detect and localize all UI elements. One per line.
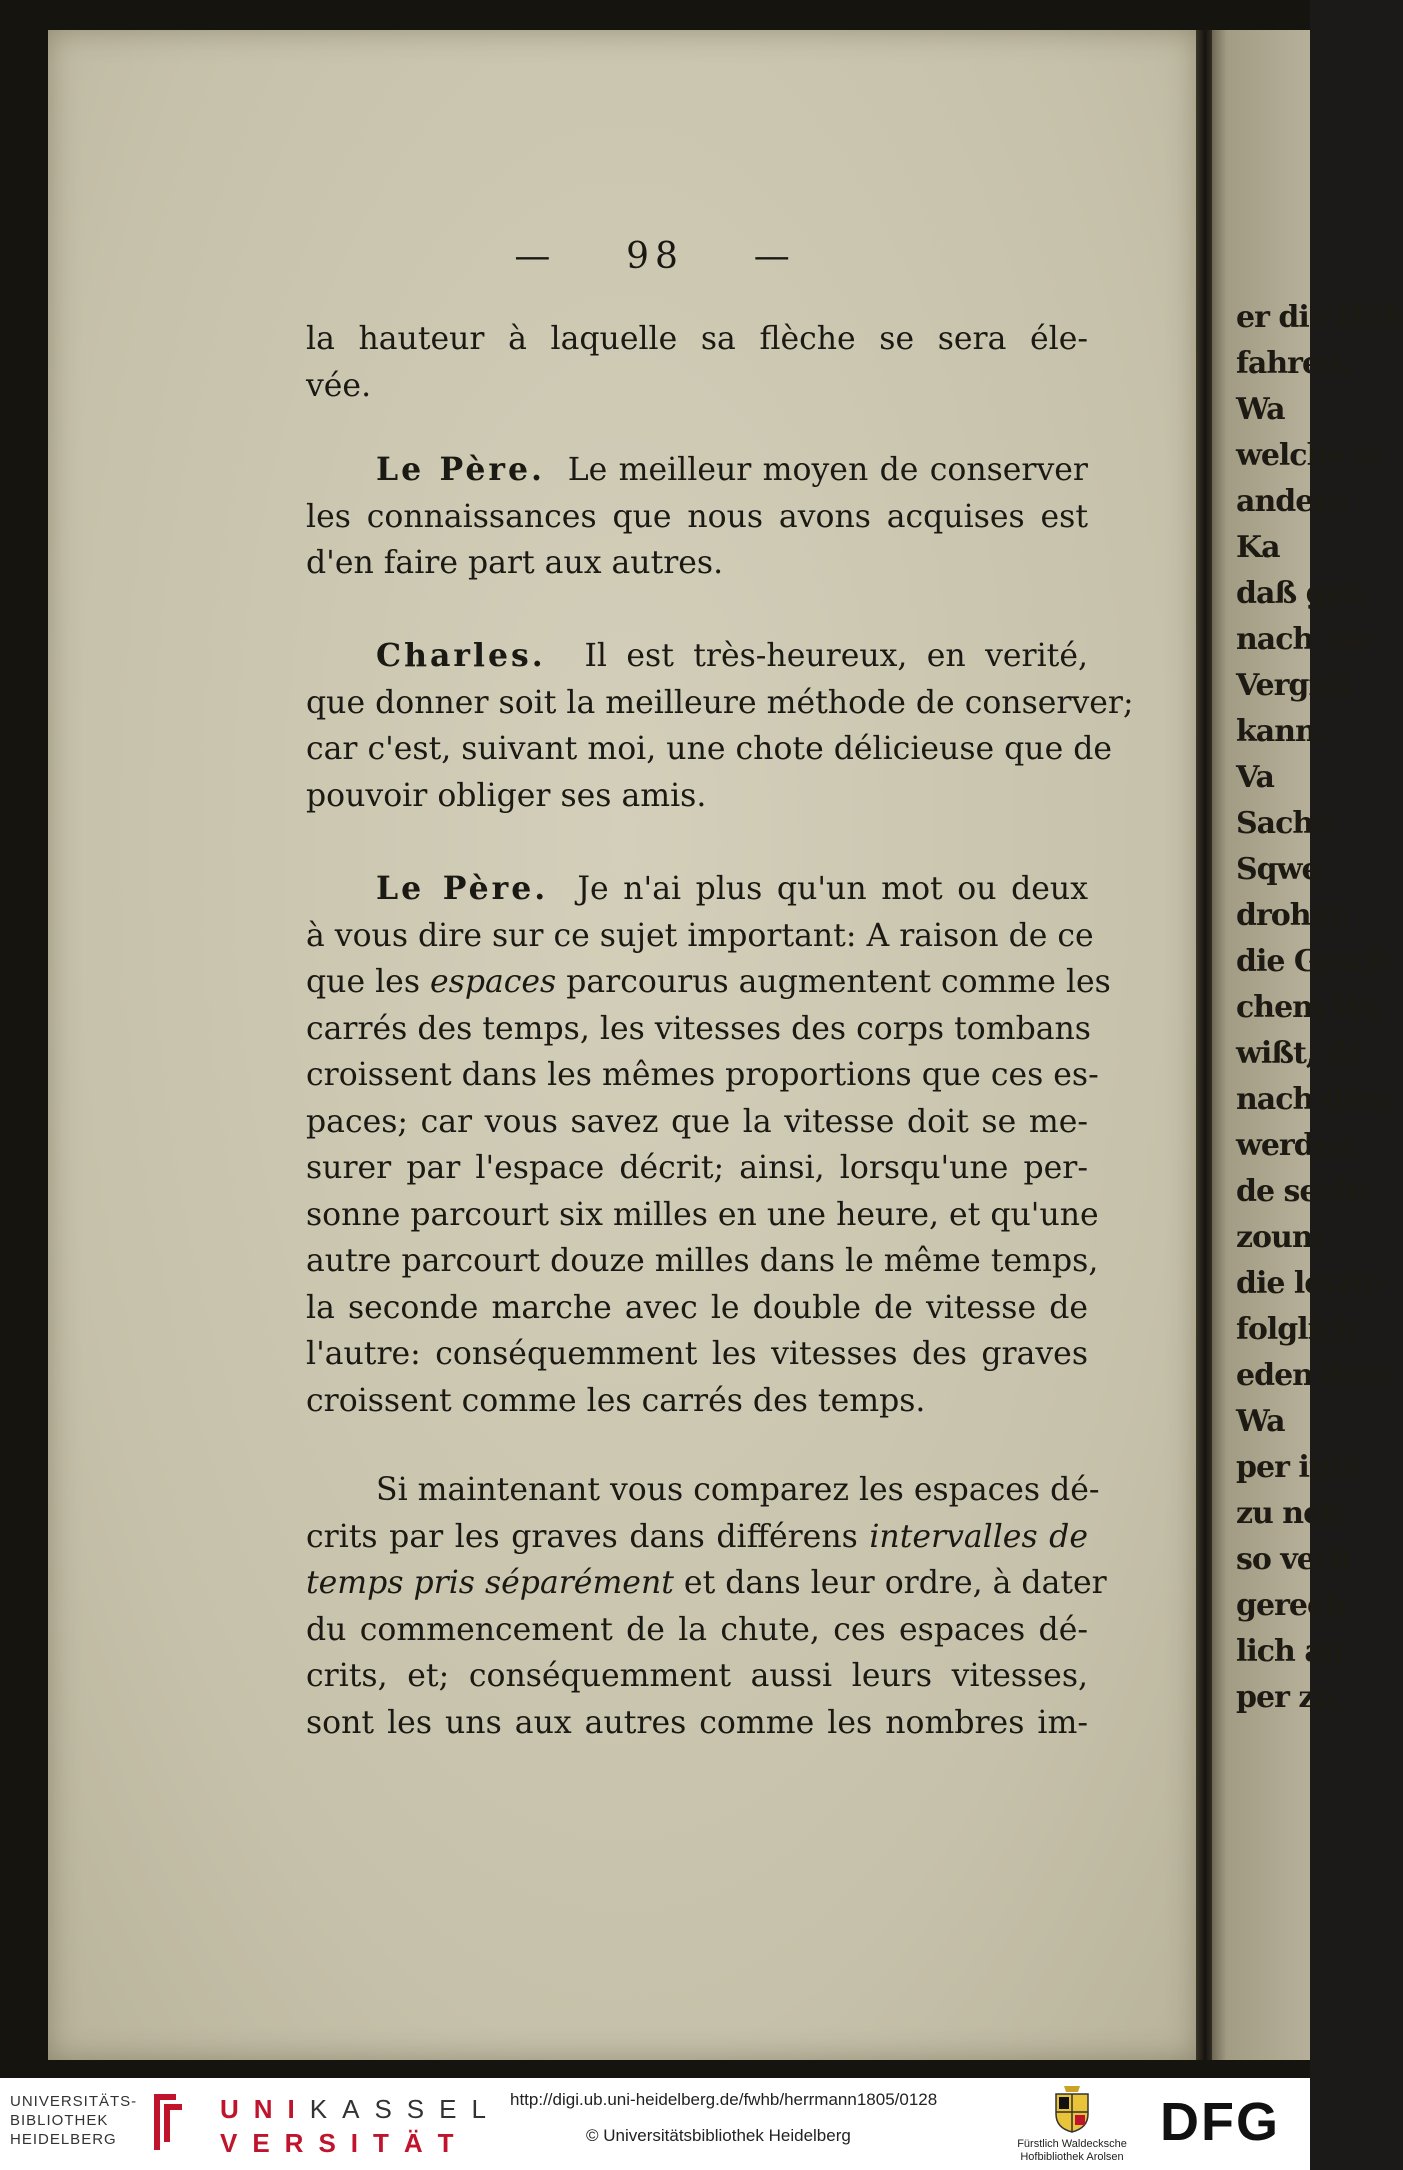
copyright-notice: © Universitätsbibliothek Heidelberg [586,2126,851,2145]
text-line: paces; car vous savez que la vitesse doit se me- [306,1103,1088,1140]
facing-page-fragment: wißt, da [1236,1036,1364,1071]
facing-page-fragment: eden dem [1236,1358,1392,1393]
text-line: crits, et; conséquemment aussi leurs vitesses, [306,1658,1088,1694]
kassel-name: KASSEL [309,2094,501,2124]
text-line: à vous dire sur ce sujet important: A raison de ce [306,917,1094,954]
arolsen-logo[interactable] [1012,2084,1132,2164]
text-line: la seconde marche avec le double de vitesse de [306,1289,1088,1326]
page-header [0,236,1310,277]
facing-page-fragment: daß geb [1236,576,1364,611]
facing-page-fragment: kann. [1236,714,1326,749]
facing-page-fragment: de sechs [1236,1174,1372,1209]
facing-page-fragment: gerech [1236,1588,1346,1623]
crest-icon [1052,2084,1092,2134]
facing-page-fragment: die Gesch [1236,944,1391,979]
italic-term: intervalles de [869,1518,1088,1555]
text-line: autre parcourt douze milles dans le même temps, [306,1243,1099,1279]
page-number: 98 [626,236,684,277]
facing-page-fragment: nach me [1236,622,1372,657]
uni-kassel-logo[interactable] [220,2092,501,2160]
text-line: Le meilleur moyen de conserver [567,452,1088,488]
text-line: sonne parcourt six milles en une heure, et qu'une [306,1196,1099,1233]
header-dash-right: — [753,236,796,277]
text-line: l'autre: conséquemment les vitesses des graves [306,1336,1088,1372]
ub-line: BIBLIOTHEK [10,2112,109,2129]
arolsen-line: Hofbibliothek Arolsen [1020,2151,1124,2163]
paragraph-5 [306,1467,1107,1746]
speaker-name: Charles. [376,637,546,674]
facing-page-fragment: nach dem [1236,1082,1392,1117]
facing-page-fragment: welche w [1236,438,1380,473]
facing-page-fragment: lich au [1236,1634,1344,1669]
footer-bar [0,2078,1310,2170]
facing-page-fragment: Va [1236,760,1274,795]
facing-page-fragment: werden [1236,1128,1353,1163]
text-line: Je n'ai plus qu'un mot ou deux [577,871,1088,907]
italic-term: espaces [430,964,557,1000]
text-fragment: que les [306,964,420,1000]
text-line: que donner soit la meilleure méthode de conserver; [306,684,1134,721]
facing-page-fragment: er die Höh [1236,300,1403,335]
ub-line: UNIVERSITÄTS- [10,2093,138,2110]
header-dash-left: — [514,236,557,277]
text-line: Il est très-heureux, en verité, [584,638,1088,674]
kassel-versitat: VERSITÄT [220,2128,469,2158]
paragraph-2 [306,447,1088,587]
text-line: croissent comme les carrés des temps. [306,1382,926,1419]
text-line: surer par l'espace décrit; ainsi, lorsqu'une per- [306,1150,1088,1186]
text-fragment: parcourus augmentent comme les [566,964,1111,1000]
speaker-name: Le Père. [376,451,545,488]
facing-page-fragment: so verh [1236,1542,1351,1577]
speaker-name: Le Père. [376,870,549,907]
text-fragment: crits par les graves dans différens [306,1518,858,1555]
permalink-url[interactable]: http://digi.ub.uni-heidelberg.de/fwhb/herrmann1805/0128 [510,2090,938,2109]
facing-page-fragment: Wa [1236,392,1285,427]
facing-page-fragment: chem Wa [1236,990,1381,1025]
ub-heidelberg-logo[interactable] [10,2092,137,2149]
text-line: Si maintenant vous comparez les espaces dé- [376,1472,1100,1508]
paragraph-3 [306,633,1134,819]
text-line: carrés des temps, les vitesses des corps tombans [306,1010,1091,1047]
text-fragment: et dans leur ordre, à dater [683,1565,1107,1601]
text-line: sont les uns aux autres comme les nombres im- [306,1704,1088,1741]
facing-page-fragment: Wa [1236,1404,1285,1439]
paragraph-1 [306,316,1088,409]
text-line: vée. [306,367,372,404]
facing-page-fragment: per inte [1236,1450,1361,1485]
facing-page-fragment: Sache [1236,806,1332,841]
text-line: car c'est, suivant moi, une chote délicieuse que de [306,731,1113,767]
ub-line: HEIDELBERG [10,2131,117,2148]
text-line: croissent dans les mêmes proportions que ces es- [306,1057,1099,1093]
facing-page-fragment: Sqwe [1236,852,1320,887]
facing-page-fragment: Vergnü [1236,668,1351,703]
facing-page-fragment: andern [1236,484,1349,519]
facing-page-fragment: fahren. [1236,346,1351,381]
text-line: pouvoir obliger ses amis. [306,777,707,814]
facing-page-fragment: per zu [1236,1680,1336,1715]
arolsen-line: Fürstlich Waldecksche [1017,2138,1127,2150]
kassel-uni: UNI [220,2094,310,2124]
dfg-logo[interactable]: DFG [1160,2092,1280,2152]
text-line: la hauteur à laquelle sa flèche se sera éle- [306,321,1088,357]
facing-page-fragment: zu neh [1236,1496,1343,1531]
facing-page-fragment: folglich [1236,1312,1357,1347]
facing-page-fragment: Ka [1236,530,1280,565]
ub-sign-icon [146,2090,186,2154]
italic-term: temps pris séparément [306,1565,674,1601]
text-line: les connaissances que nous avons acquises est [306,498,1088,535]
paragraph-4 [306,866,1111,1424]
text-line: d'en faire part aux autres. [306,545,724,581]
facing-page-fragment: drohen [1236,898,1350,933]
facing-page-fragment: die letzte [1236,1266,1383,1301]
text-line: du commencement de la chute, ces espaces dé- [306,1611,1088,1648]
facing-page-fragment: zoum [1236,1220,1323,1255]
